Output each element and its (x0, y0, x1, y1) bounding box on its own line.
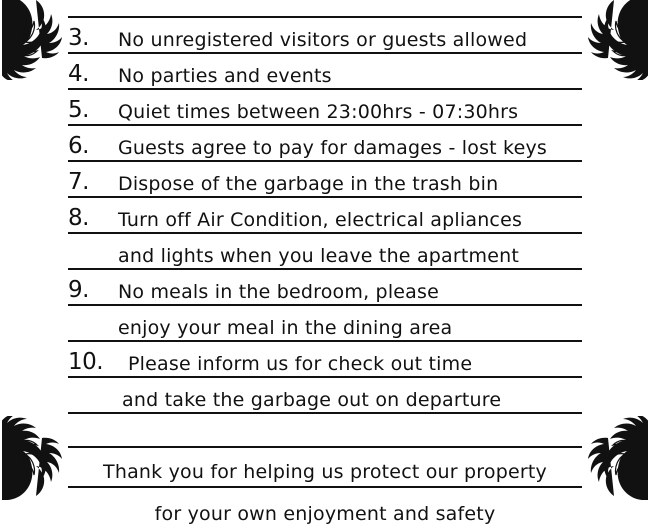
rule-row-7 (68, 162, 582, 198)
rule-number-6: 6. (68, 133, 89, 159)
rule-text-9: No meals in the bedroom, please (118, 281, 440, 303)
rule-number-8: 8. (68, 205, 89, 231)
footer-row-1 (68, 448, 582, 488)
corner-flourish-top-left-icon (2, 0, 64, 80)
corner-flourish-bottom-right-icon (586, 416, 648, 502)
rule-text-9-continuation: enjoy your meal in the dining area (118, 317, 453, 339)
rule-number-9: 9. (68, 277, 89, 303)
rule-row-5 (68, 90, 582, 126)
rule-number-3: 3. (68, 25, 89, 51)
rule-number-5: 5. (68, 97, 89, 123)
rule-text-7: Dispose of the garbage in the trash bin (118, 173, 499, 195)
rule-row-10 (68, 342, 582, 378)
rule-row-4 (68, 54, 582, 90)
corner-flourish-top-right-icon (586, 0, 648, 80)
rules-list (68, 0, 582, 528)
rule-row-6 (68, 126, 582, 162)
rule-row-8 (68, 198, 582, 234)
rule-text-6: Guests agree to pay for damages - lost keys (118, 137, 548, 159)
footer-row-2 (68, 488, 582, 528)
rule-text-10: Please inform us for check out time (128, 353, 473, 375)
rule-row-3 (68, 18, 582, 54)
rule-row-3-top (68, 0, 582, 18)
rule-text-8: Turn off Air Condition, electrical apliances (118, 209, 523, 231)
blank-separator-row (68, 414, 582, 448)
rule-row-8-continuation (68, 234, 582, 270)
rule-text-10-continuation: and take the garbage out on departure (122, 389, 502, 411)
rule-number-4: 4. (68, 61, 89, 87)
footer-text-1: Thank you for helping us protect our property (103, 461, 547, 483)
rule-text-5: Quiet times between 23:00hrs - 07:30hrs (118, 101, 519, 123)
rule-text-4: No parties and events (118, 65, 332, 87)
rule-text-3: No unregistered visitors or guests allowed (118, 29, 528, 51)
corner-flourish-bottom-left-icon (2, 416, 64, 502)
rule-number-10: 10. (68, 349, 104, 375)
rule-row-9 (68, 270, 582, 306)
rule-row-9-continuation (68, 306, 582, 342)
rule-row-10-continuation (68, 378, 582, 414)
rule-number-7: 7. (68, 169, 89, 195)
footer-text-2: for your own enjoyment and safety (154, 503, 496, 525)
rule-text-8-continuation: and lights when you leave the apartment (118, 245, 520, 267)
